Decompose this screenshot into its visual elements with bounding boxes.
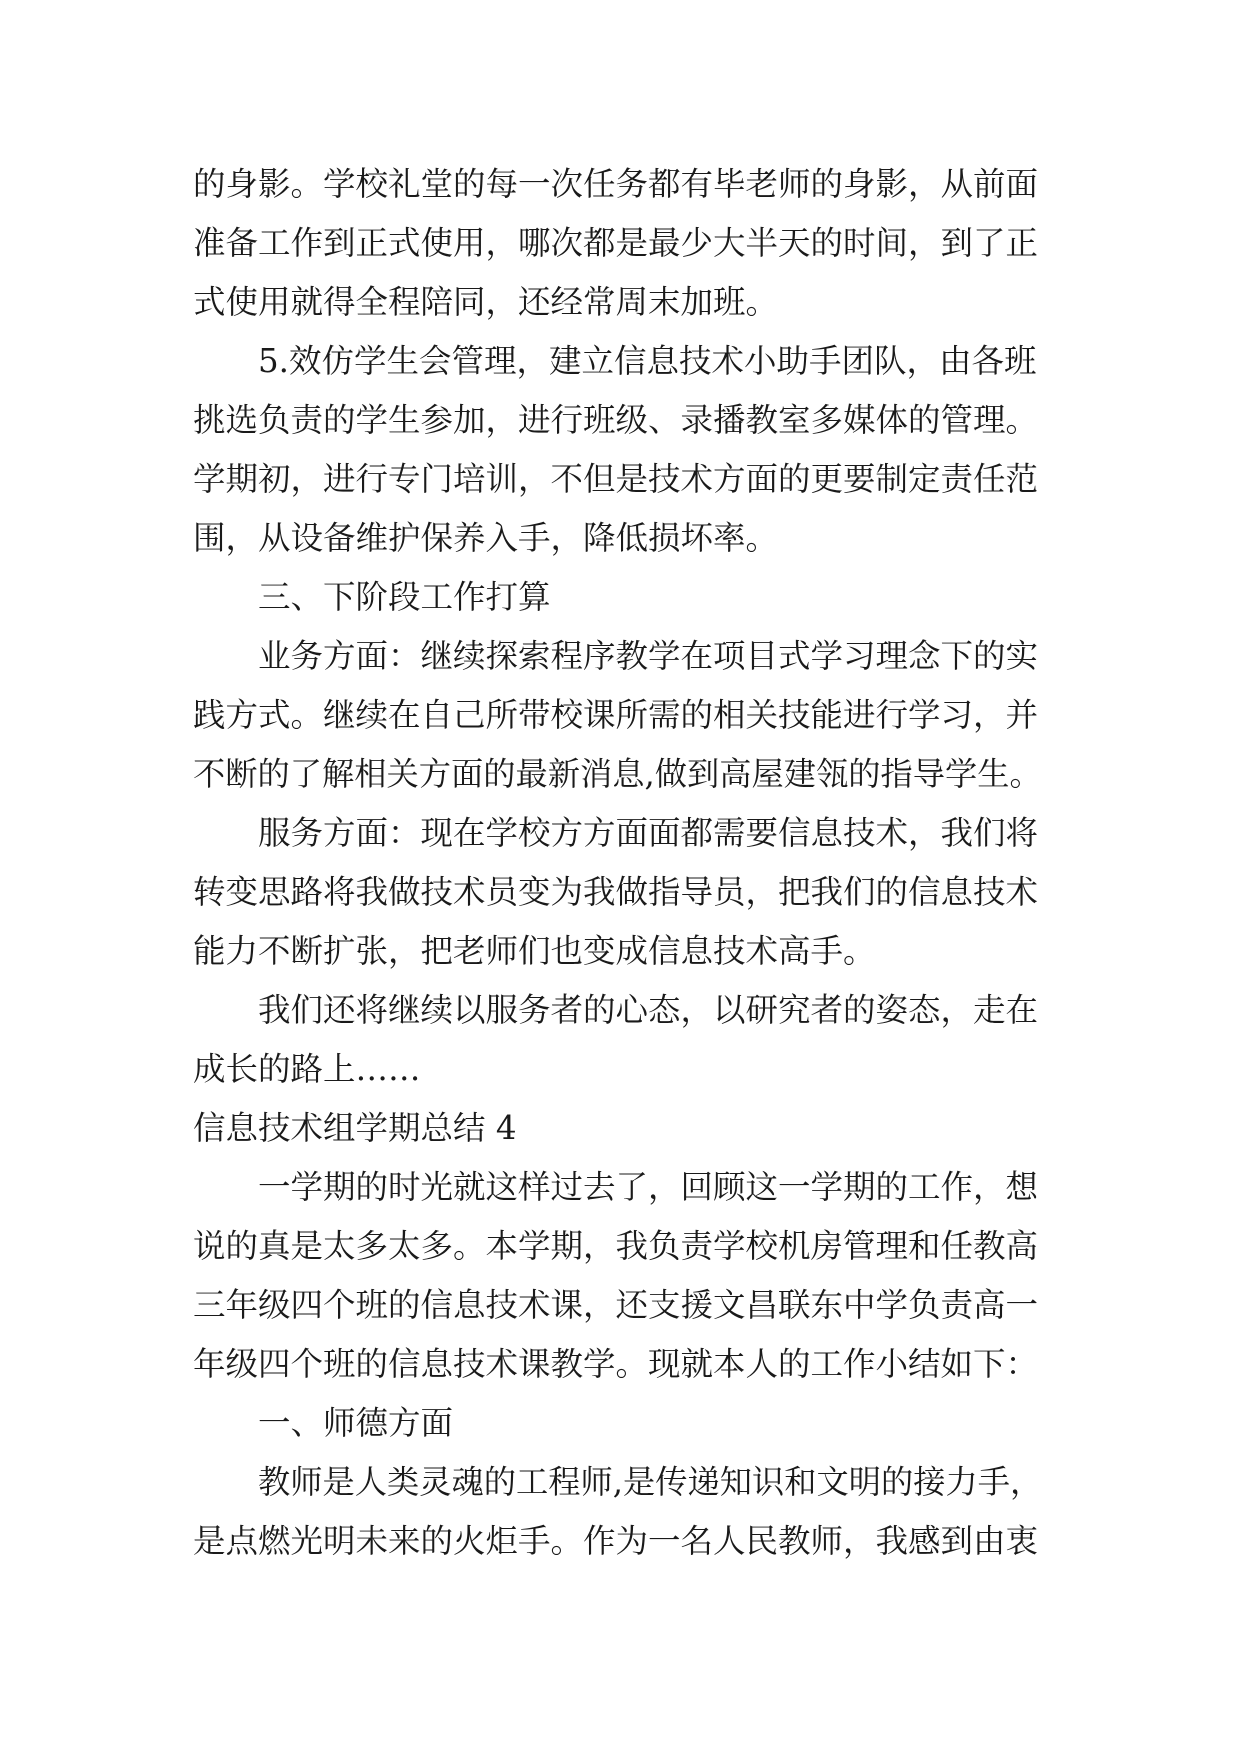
text-line: 围，从设备维护保养入手，降低损坏率。 xyxy=(193,519,779,557)
text-line: 服务方面：现在学校方方面面都需要信息技术，我们将 xyxy=(258,814,1039,852)
text-line: 能力不断扩张，把老师们也变成信息技术高手。 xyxy=(193,932,876,970)
text-line: 准备工作到正式使用，哪次都是最少大半天的时间，到了正 xyxy=(193,224,1039,262)
text-line: 5.效仿学生会管理，建立信息技术小助手团队，由各班 xyxy=(258,342,1037,380)
document-title: 信息技术组学期总结 4 xyxy=(193,1109,517,1147)
text-line: 是点燃光明未来的火炬手。作为一名人民教师，我感到由衷 xyxy=(193,1522,1039,1560)
text-line: 年级四个班的信息技术课教学。现就本人的工作小结如下： xyxy=(193,1345,1039,1383)
text-line: 三年级四个班的信息技术课，还支援文昌联东中学负责高一 xyxy=(193,1286,1039,1324)
text-line: 一学期的时光就这样过去了，回顾这一学期的工作，想 xyxy=(258,1168,1039,1206)
text-line: 我们还将继续以服务者的心态，以研究者的姿态，走在 xyxy=(258,991,1039,1029)
section-heading: 一、师德方面 xyxy=(258,1404,454,1442)
text-line: 不断的了解相关方面的最新消息,做到高屋建瓴的指导学生。 xyxy=(193,755,1042,793)
text-line: 转变思路将我做技术员变为我做指导员，把我们的信息技术 xyxy=(193,873,1039,911)
text-line: 践方式。继续在自己所带校课所需的相关技能进行学习，并 xyxy=(193,696,1039,734)
text-line: 的身影。学校礼堂的每一次任务都有毕老师的身影，从前面 xyxy=(193,165,1039,203)
text-line: 学期初，进行专门培训，不但是技术方面的更要制定责任范 xyxy=(193,460,1039,498)
text-line: 式使用就得全程陪同，还经常周末加班。 xyxy=(193,283,779,321)
text-line: 业务方面：继续探索程序教学在项目式学习理念下的实 xyxy=(258,637,1039,675)
section-heading: 三、下阶段工作打算 xyxy=(258,578,551,616)
text-line: 挑选负责的学生参加，进行班级、录播教室多媒体的管理。 xyxy=(193,401,1039,439)
text-line: 成长的路上…… xyxy=(193,1050,421,1088)
text-line: 教师是人类灵魂的工程师,是传递知识和文明的接力手， xyxy=(258,1463,1043,1501)
text-line: 说的真是太多太多。本学期，我负责学校机房管理和任教高 xyxy=(193,1227,1039,1265)
